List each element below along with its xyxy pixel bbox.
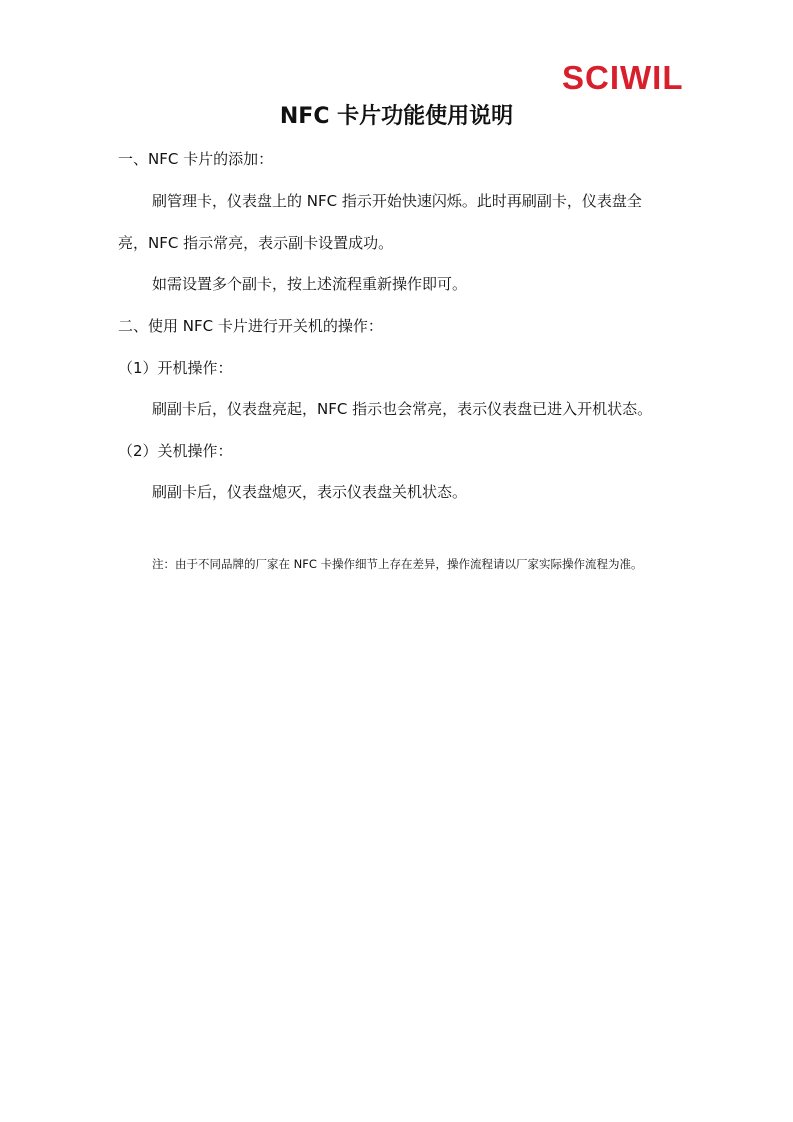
section2-heading: 二、使用 NFC 卡片进行开关机的操作：	[118, 317, 383, 335]
section1-heading: 一、NFC 卡片的添加：	[118, 150, 274, 168]
section2-sub1-text: 刷副卡后，仪表盘亮起，NFC 指示也会常亮，表示仪表盘已进入开机状态。	[152, 400, 653, 418]
sciwil-logo: SCIWIL	[562, 59, 684, 96]
section1-paragraph1-line1: 刷管理卡，仪表盘上的 NFC 指示开始快速闪烁。此时再刷副卡，仪表盘全	[152, 192, 642, 210]
section1-paragraph2: 如需设置多个副卡，按上述流程重新操作即可。	[152, 275, 468, 293]
document-title: NFC 卡片功能使用说明	[279, 104, 514, 129]
footnote: 注：由于不同品牌的厂家在 NFC 卡操作细节上存在差异，操作流程请以厂家实际操作流程为准。	[152, 557, 643, 571]
section2-sub1-heading: （1）开机操作：	[118, 359, 233, 377]
section2-sub2-text: 刷副卡后，仪表盘熄灭，表示仪表盘关机状态。	[152, 483, 468, 501]
section2-sub2-heading: （2）关机操作：	[118, 442, 233, 460]
section1-paragraph1-line2: 亮，NFC 指示常亮，表示副卡设置成功。	[118, 234, 394, 252]
